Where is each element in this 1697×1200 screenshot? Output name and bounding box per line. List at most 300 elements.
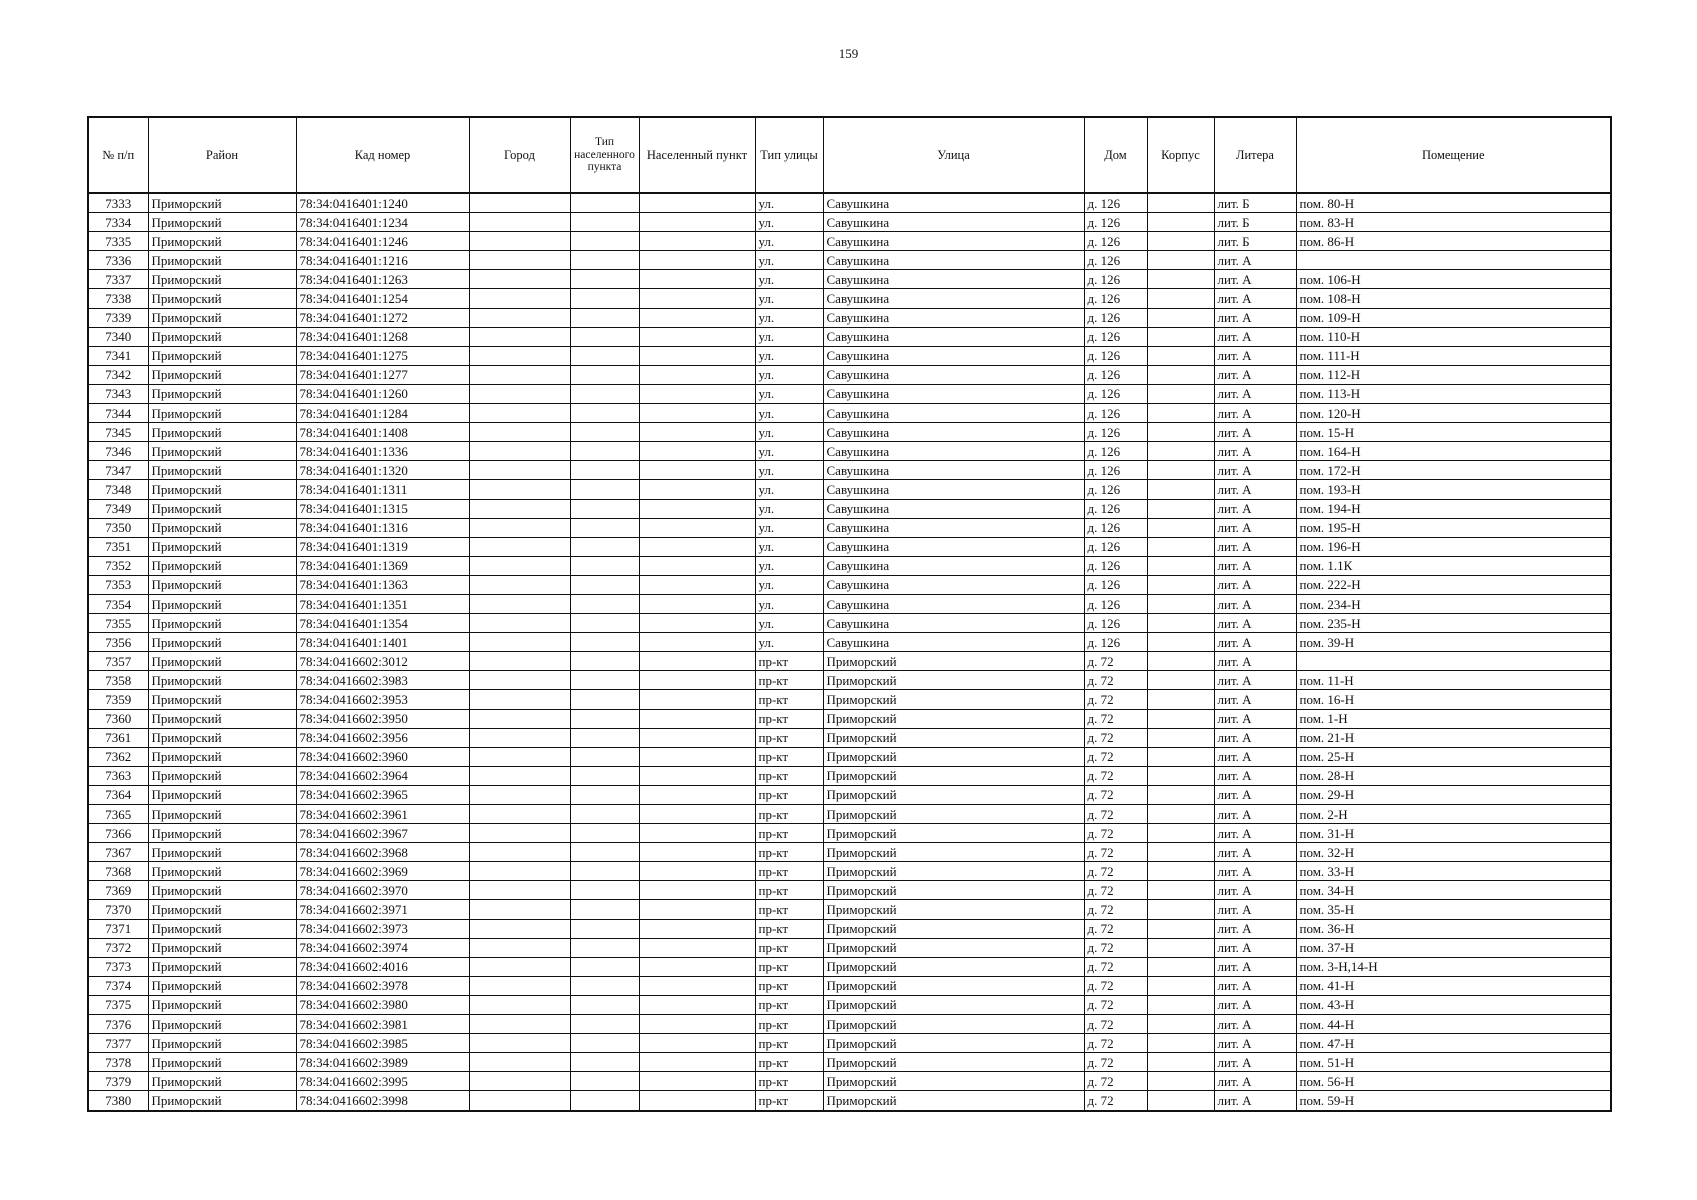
table-row <box>88 671 1611 690</box>
cell-street-type: ул. <box>755 308 823 327</box>
cell-building <box>1147 442 1214 461</box>
cell-street: Приморский <box>823 1072 1084 1091</box>
cell-settlement <box>639 289 755 308</box>
cell-number: 7377 <box>88 1034 148 1053</box>
cell-district: Приморский <box>148 423 296 442</box>
cell-settlement <box>639 251 755 270</box>
cell-settlement <box>639 556 755 575</box>
cell-letter: лит. А <box>1214 862 1296 881</box>
table-row <box>88 747 1611 766</box>
cell-house: д. 72 <box>1084 1091 1147 1111</box>
cell-number: 7366 <box>88 824 148 843</box>
cell-city <box>469 480 570 499</box>
cell-letter: лит. А <box>1214 633 1296 652</box>
cell-house: д. 72 <box>1084 881 1147 900</box>
cell-street-type: пр-кт <box>755 690 823 709</box>
cell-house: д. 126 <box>1084 346 1147 365</box>
cell-city <box>469 461 570 480</box>
cell-street-type: пр-кт <box>755 652 823 671</box>
cell-street-type: пр-кт <box>755 1072 823 1091</box>
table-row <box>88 365 1611 384</box>
cell-letter: лит. А <box>1214 690 1296 709</box>
cell-city <box>469 384 570 403</box>
cell-settlement <box>639 995 755 1014</box>
cell-street-type: ул. <box>755 365 823 384</box>
cell-premises: пом. 111-Н <box>1296 346 1611 365</box>
cell-settlement <box>639 537 755 556</box>
cell-street-type: ул. <box>755 193 823 213</box>
cell-city <box>469 594 570 613</box>
cell-street: Приморский <box>823 671 1084 690</box>
cell-house: д. 72 <box>1084 671 1147 690</box>
cell-letter: лит. А <box>1214 404 1296 423</box>
cell-street-type: пр-кт <box>755 747 823 766</box>
column-header-premises: Помещение <box>1296 117 1611 193</box>
column-header-street-type: Тип улицы <box>755 117 823 193</box>
cell-settlement-type <box>570 805 639 824</box>
cell-premises: пом. 15-Н <box>1296 423 1611 442</box>
cell-building <box>1147 480 1214 499</box>
cell-street-type: ул. <box>755 423 823 442</box>
cell-district: Приморский <box>148 193 296 213</box>
cell-street: Савушкина <box>823 404 1084 423</box>
cell-building <box>1147 843 1214 862</box>
cell-number: 7361 <box>88 728 148 747</box>
cell-city <box>469 537 570 556</box>
cell-letter: лит. А <box>1214 289 1296 308</box>
cell-premises: пом. 29-Н <box>1296 785 1611 804</box>
cell-street-type: ул. <box>755 251 823 270</box>
cell-number: 7371 <box>88 919 148 938</box>
cell-street: Приморский <box>823 785 1084 804</box>
cell-settlement <box>639 652 755 671</box>
cell-cadastral-number: 78:34:0416602:3969 <box>296 862 469 881</box>
cell-settlement <box>639 365 755 384</box>
cell-settlement-type <box>570 518 639 537</box>
cell-cadastral-number: 78:34:0416602:3973 <box>296 919 469 938</box>
cell-city <box>469 747 570 766</box>
cell-letter: лит. А <box>1214 919 1296 938</box>
cell-premises: пом. 36-Н <box>1296 919 1611 938</box>
cell-city <box>469 843 570 862</box>
cell-street: Приморский <box>823 919 1084 938</box>
cell-street: Савушкина <box>823 193 1084 213</box>
cell-city <box>469 289 570 308</box>
cell-building <box>1147 900 1214 919</box>
cell-building <box>1147 805 1214 824</box>
cell-district: Приморский <box>148 709 296 728</box>
cell-cadastral-number: 78:34:0416401:1369 <box>296 556 469 575</box>
cell-city <box>469 499 570 518</box>
cell-premises: пом. 1.1К <box>1296 556 1611 575</box>
table-row <box>88 327 1611 346</box>
cell-city <box>469 633 570 652</box>
cell-settlement <box>639 404 755 423</box>
cell-district: Приморский <box>148 308 296 327</box>
cell-settlement <box>639 747 755 766</box>
cell-premises: пом. 56-Н <box>1296 1072 1611 1091</box>
cell-house: д. 72 <box>1084 747 1147 766</box>
table-row <box>88 308 1611 327</box>
cell-premises: пом. 120-Н <box>1296 404 1611 423</box>
cell-letter: лит. А <box>1214 251 1296 270</box>
cell-street-type: ул. <box>755 346 823 365</box>
table-row <box>88 652 1611 671</box>
cell-settlement-type <box>570 995 639 1014</box>
table-row <box>88 537 1611 556</box>
cell-street: Савушкина <box>823 346 1084 365</box>
cell-settlement-type <box>570 232 639 251</box>
cell-premises: пом. 110-Н <box>1296 327 1611 346</box>
cell-cadastral-number: 78:34:0416602:3971 <box>296 900 469 919</box>
cell-premises: пом. 1-Н <box>1296 709 1611 728</box>
cell-premises <box>1296 652 1611 671</box>
cell-building <box>1147 1091 1214 1111</box>
cell-street-type: пр-кт <box>755 728 823 747</box>
table-row <box>88 193 1611 213</box>
column-header-street: Улица <box>823 117 1084 193</box>
cell-settlement <box>639 843 755 862</box>
cell-settlement <box>639 480 755 499</box>
cell-street-type: пр-кт <box>755 1015 823 1034</box>
table-row <box>88 728 1611 747</box>
cell-house: д. 72 <box>1084 843 1147 862</box>
cell-city <box>469 575 570 594</box>
cell-city <box>469 709 570 728</box>
cell-settlement-type <box>570 556 639 575</box>
cell-number: 7345 <box>88 423 148 442</box>
cell-number: 7346 <box>88 442 148 461</box>
cell-house: д. 72 <box>1084 785 1147 804</box>
cell-street-type: ул. <box>755 556 823 575</box>
cell-city <box>469 213 570 232</box>
cell-street: Савушкина <box>823 270 1084 289</box>
cell-letter: лит. А <box>1214 327 1296 346</box>
column-header-cadastral-number: Кад номер <box>296 117 469 193</box>
cell-settlement <box>639 671 755 690</box>
cell-cadastral-number: 78:34:0416602:3950 <box>296 709 469 728</box>
cell-house: д. 72 <box>1084 957 1147 976</box>
cell-street-type: ул. <box>755 633 823 652</box>
cell-letter: лит. Б <box>1214 193 1296 213</box>
cell-city <box>469 938 570 957</box>
cell-letter: лит. А <box>1214 824 1296 843</box>
cell-street-type: пр-кт <box>755 995 823 1014</box>
cell-number: 7334 <box>88 213 148 232</box>
cell-settlement-type <box>570 1053 639 1072</box>
cell-city <box>469 346 570 365</box>
cell-district: Приморский <box>148 900 296 919</box>
cell-city <box>469 785 570 804</box>
cell-letter: лит. А <box>1214 957 1296 976</box>
cell-district: Приморский <box>148 1072 296 1091</box>
cell-number: 7357 <box>88 652 148 671</box>
cell-settlement-type <box>570 1091 639 1111</box>
cell-house: д. 72 <box>1084 976 1147 995</box>
cell-letter: лит. А <box>1214 594 1296 613</box>
cell-settlement <box>639 633 755 652</box>
cell-district: Приморский <box>148 251 296 270</box>
cell-street: Савушкина <box>823 365 1084 384</box>
cell-street: Савушкина <box>823 232 1084 251</box>
cell-district: Приморский <box>148 537 296 556</box>
cell-city <box>469 251 570 270</box>
cell-premises: пом. 41-Н <box>1296 976 1611 995</box>
cell-letter: лит. А <box>1214 537 1296 556</box>
cell-house: д. 126 <box>1084 289 1147 308</box>
cell-street: Приморский <box>823 824 1084 843</box>
cell-house: д. 72 <box>1084 805 1147 824</box>
cell-district: Приморский <box>148 289 296 308</box>
cell-letter: лит. А <box>1214 976 1296 995</box>
table-row <box>88 442 1611 461</box>
cell-settlement-type <box>570 862 639 881</box>
cell-street: Савушкина <box>823 480 1084 499</box>
table-row <box>88 900 1611 919</box>
cell-letter: лит. Б <box>1214 213 1296 232</box>
table-row <box>88 232 1611 251</box>
cell-building <box>1147 614 1214 633</box>
cell-house: д. 72 <box>1084 1015 1147 1034</box>
cell-settlement-type <box>570 384 639 403</box>
table-row <box>88 824 1611 843</box>
cell-street: Приморский <box>823 766 1084 785</box>
cell-settlement-type <box>570 365 639 384</box>
cell-settlement <box>639 193 755 213</box>
cell-building <box>1147 193 1214 213</box>
table-row <box>88 919 1611 938</box>
cell-street: Приморский <box>823 747 1084 766</box>
cell-house: д. 126 <box>1084 480 1147 499</box>
cell-settlement <box>639 614 755 633</box>
cell-settlement-type <box>570 976 639 995</box>
cell-number: 7353 <box>88 575 148 594</box>
cell-city <box>469 957 570 976</box>
cell-building <box>1147 575 1214 594</box>
registry-table <box>87 116 1612 1112</box>
cell-street-type: ул. <box>755 289 823 308</box>
table-row <box>88 461 1611 480</box>
cell-cadastral-number: 78:34:0416401:1401 <box>296 633 469 652</box>
table-row <box>88 404 1611 423</box>
cell-number: 7365 <box>88 805 148 824</box>
cell-cadastral-number: 78:34:0416401:1216 <box>296 251 469 270</box>
cell-district: Приморский <box>148 671 296 690</box>
cell-street-type: пр-кт <box>755 805 823 824</box>
cell-number: 7370 <box>88 900 148 919</box>
cell-city <box>469 193 570 213</box>
cell-house: д. 126 <box>1084 308 1147 327</box>
cell-district: Приморский <box>148 805 296 824</box>
cell-street: Савушкина <box>823 251 1084 270</box>
cell-letter: лит. А <box>1214 575 1296 594</box>
cell-settlement <box>639 1091 755 1111</box>
cell-street-type: ул. <box>755 384 823 403</box>
cell-city <box>469 232 570 251</box>
cell-cadastral-number: 78:34:0416602:3989 <box>296 1053 469 1072</box>
cell-premises: пом. 83-Н <box>1296 213 1611 232</box>
cell-house: д. 126 <box>1084 499 1147 518</box>
cell-street: Приморский <box>823 652 1084 671</box>
cell-cadastral-number: 78:34:0416401:1363 <box>296 575 469 594</box>
cell-settlement-type <box>570 614 639 633</box>
cell-house: д. 72 <box>1084 1072 1147 1091</box>
table-row <box>88 251 1611 270</box>
cell-letter: лит. А <box>1214 384 1296 403</box>
table-row <box>88 995 1611 1014</box>
table-row <box>88 518 1611 537</box>
cell-street: Савушкина <box>823 461 1084 480</box>
table-row <box>88 1091 1611 1111</box>
table-row <box>88 556 1611 575</box>
cell-building <box>1147 518 1214 537</box>
cell-district: Приморский <box>148 442 296 461</box>
cell-cadastral-number: 78:34:0416602:3964 <box>296 766 469 785</box>
cell-settlement-type <box>570 442 639 461</box>
cell-city <box>469 1034 570 1053</box>
cell-house: д. 126 <box>1084 633 1147 652</box>
cell-cadastral-number: 78:34:0416401:1319 <box>296 537 469 556</box>
cell-settlement-type <box>570 480 639 499</box>
cell-letter: лит. А <box>1214 423 1296 442</box>
cell-settlement-type <box>570 346 639 365</box>
cell-district: Приморский <box>148 747 296 766</box>
cell-building <box>1147 995 1214 1014</box>
cell-house: д. 126 <box>1084 461 1147 480</box>
cell-cadastral-number: 78:34:0416401:1316 <box>296 518 469 537</box>
cell-letter: лит. А <box>1214 346 1296 365</box>
cell-number: 7340 <box>88 327 148 346</box>
table-row <box>88 384 1611 403</box>
cell-premises: пом. 113-Н <box>1296 384 1611 403</box>
cell-letter: лит. А <box>1214 843 1296 862</box>
cell-street-type: пр-кт <box>755 900 823 919</box>
cell-house: д. 72 <box>1084 1034 1147 1053</box>
cell-cadastral-number: 78:34:0416401:1234 <box>296 213 469 232</box>
cell-premises: пом. 80-Н <box>1296 193 1611 213</box>
cell-settlement-type <box>570 843 639 862</box>
cell-premises: пом. 31-Н <box>1296 824 1611 843</box>
cell-letter: лит. А <box>1214 671 1296 690</box>
cell-district: Приморский <box>148 232 296 251</box>
cell-building <box>1147 690 1214 709</box>
cell-city <box>469 327 570 346</box>
table-row <box>88 1072 1611 1091</box>
cell-building <box>1147 709 1214 728</box>
table-row <box>88 346 1611 365</box>
cell-cadastral-number: 78:34:0416401:1315 <box>296 499 469 518</box>
cell-building <box>1147 957 1214 976</box>
table-row <box>88 614 1611 633</box>
cell-settlement-type <box>570 709 639 728</box>
column-header-letter: Литера <box>1214 117 1296 193</box>
cell-settlement-type <box>570 594 639 613</box>
cell-premises: пом. 106-Н <box>1296 270 1611 289</box>
cell-premises: пом. 172-Н <box>1296 461 1611 480</box>
cell-cadastral-number: 78:34:0416602:4016 <box>296 957 469 976</box>
cell-cadastral-number: 78:34:0416401:1263 <box>296 270 469 289</box>
table-row <box>88 213 1611 232</box>
cell-cadastral-number: 78:34:0416602:3998 <box>296 1091 469 1111</box>
cell-letter: лит. А <box>1214 995 1296 1014</box>
column-header-city: Город <box>469 117 570 193</box>
cell-city <box>469 728 570 747</box>
cell-settlement-type <box>570 193 639 213</box>
cell-district: Приморский <box>148 881 296 900</box>
cell-house: д. 72 <box>1084 1053 1147 1072</box>
table-row <box>88 862 1611 881</box>
cell-street: Приморский <box>823 881 1084 900</box>
cell-settlement-type <box>570 461 639 480</box>
cell-building <box>1147 594 1214 613</box>
cell-district: Приморский <box>148 995 296 1014</box>
cell-premises: пом. 47-Н <box>1296 1034 1611 1053</box>
cell-settlement <box>639 824 755 843</box>
cell-premises: пом. 234-Н <box>1296 594 1611 613</box>
cell-settlement-type <box>570 537 639 556</box>
cell-street-type: пр-кт <box>755 766 823 785</box>
table-row <box>88 270 1611 289</box>
cell-cadastral-number: 78:34:0416401:1268 <box>296 327 469 346</box>
cell-settlement <box>639 232 755 251</box>
cell-house: д. 126 <box>1084 365 1147 384</box>
cell-settlement <box>639 938 755 957</box>
cell-settlement-type <box>570 690 639 709</box>
cell-street: Приморский <box>823 709 1084 728</box>
cell-street: Приморский <box>823 805 1084 824</box>
cell-street-type: ул. <box>755 442 823 461</box>
cell-letter: лит. Б <box>1214 232 1296 251</box>
cell-street: Приморский <box>823 1034 1084 1053</box>
cell-house: д. 126 <box>1084 442 1147 461</box>
cell-number: 7373 <box>88 957 148 976</box>
cell-street-type: ул. <box>755 232 823 251</box>
cell-settlement <box>639 308 755 327</box>
cell-cadastral-number: 78:34:0416602:3965 <box>296 785 469 804</box>
cell-building <box>1147 270 1214 289</box>
cell-district: Приморский <box>148 957 296 976</box>
cell-premises: пом. 222-Н <box>1296 575 1611 594</box>
cell-letter: лит. А <box>1214 747 1296 766</box>
cell-house: д. 72 <box>1084 766 1147 785</box>
cell-premises: пом. 28-Н <box>1296 766 1611 785</box>
cell-cadastral-number: 78:34:0416602:3995 <box>296 1072 469 1091</box>
cell-letter: лит. А <box>1214 728 1296 747</box>
table-row <box>88 499 1611 518</box>
cell-letter: лит. А <box>1214 900 1296 919</box>
column-header-house: Дом <box>1084 117 1147 193</box>
cell-house: д. 72 <box>1084 919 1147 938</box>
cell-building <box>1147 327 1214 346</box>
cell-street: Савушкина <box>823 575 1084 594</box>
cell-house: д. 126 <box>1084 270 1147 289</box>
cell-city <box>469 1053 570 1072</box>
cell-number: 7333 <box>88 193 148 213</box>
cell-letter: лит. А <box>1214 614 1296 633</box>
cell-cadastral-number: 78:34:0416401:1351 <box>296 594 469 613</box>
cell-settlement-type <box>570 633 639 652</box>
cell-city <box>469 805 570 824</box>
cell-street-type: ул. <box>755 614 823 633</box>
cell-settlement <box>639 709 755 728</box>
cell-building <box>1147 881 1214 900</box>
cell-street-type: пр-кт <box>755 881 823 900</box>
cell-city <box>469 900 570 919</box>
cell-building <box>1147 766 1214 785</box>
cell-district: Приморский <box>148 346 296 365</box>
cell-cadastral-number: 78:34:0416602:3012 <box>296 652 469 671</box>
cell-letter: лит. А <box>1214 556 1296 575</box>
